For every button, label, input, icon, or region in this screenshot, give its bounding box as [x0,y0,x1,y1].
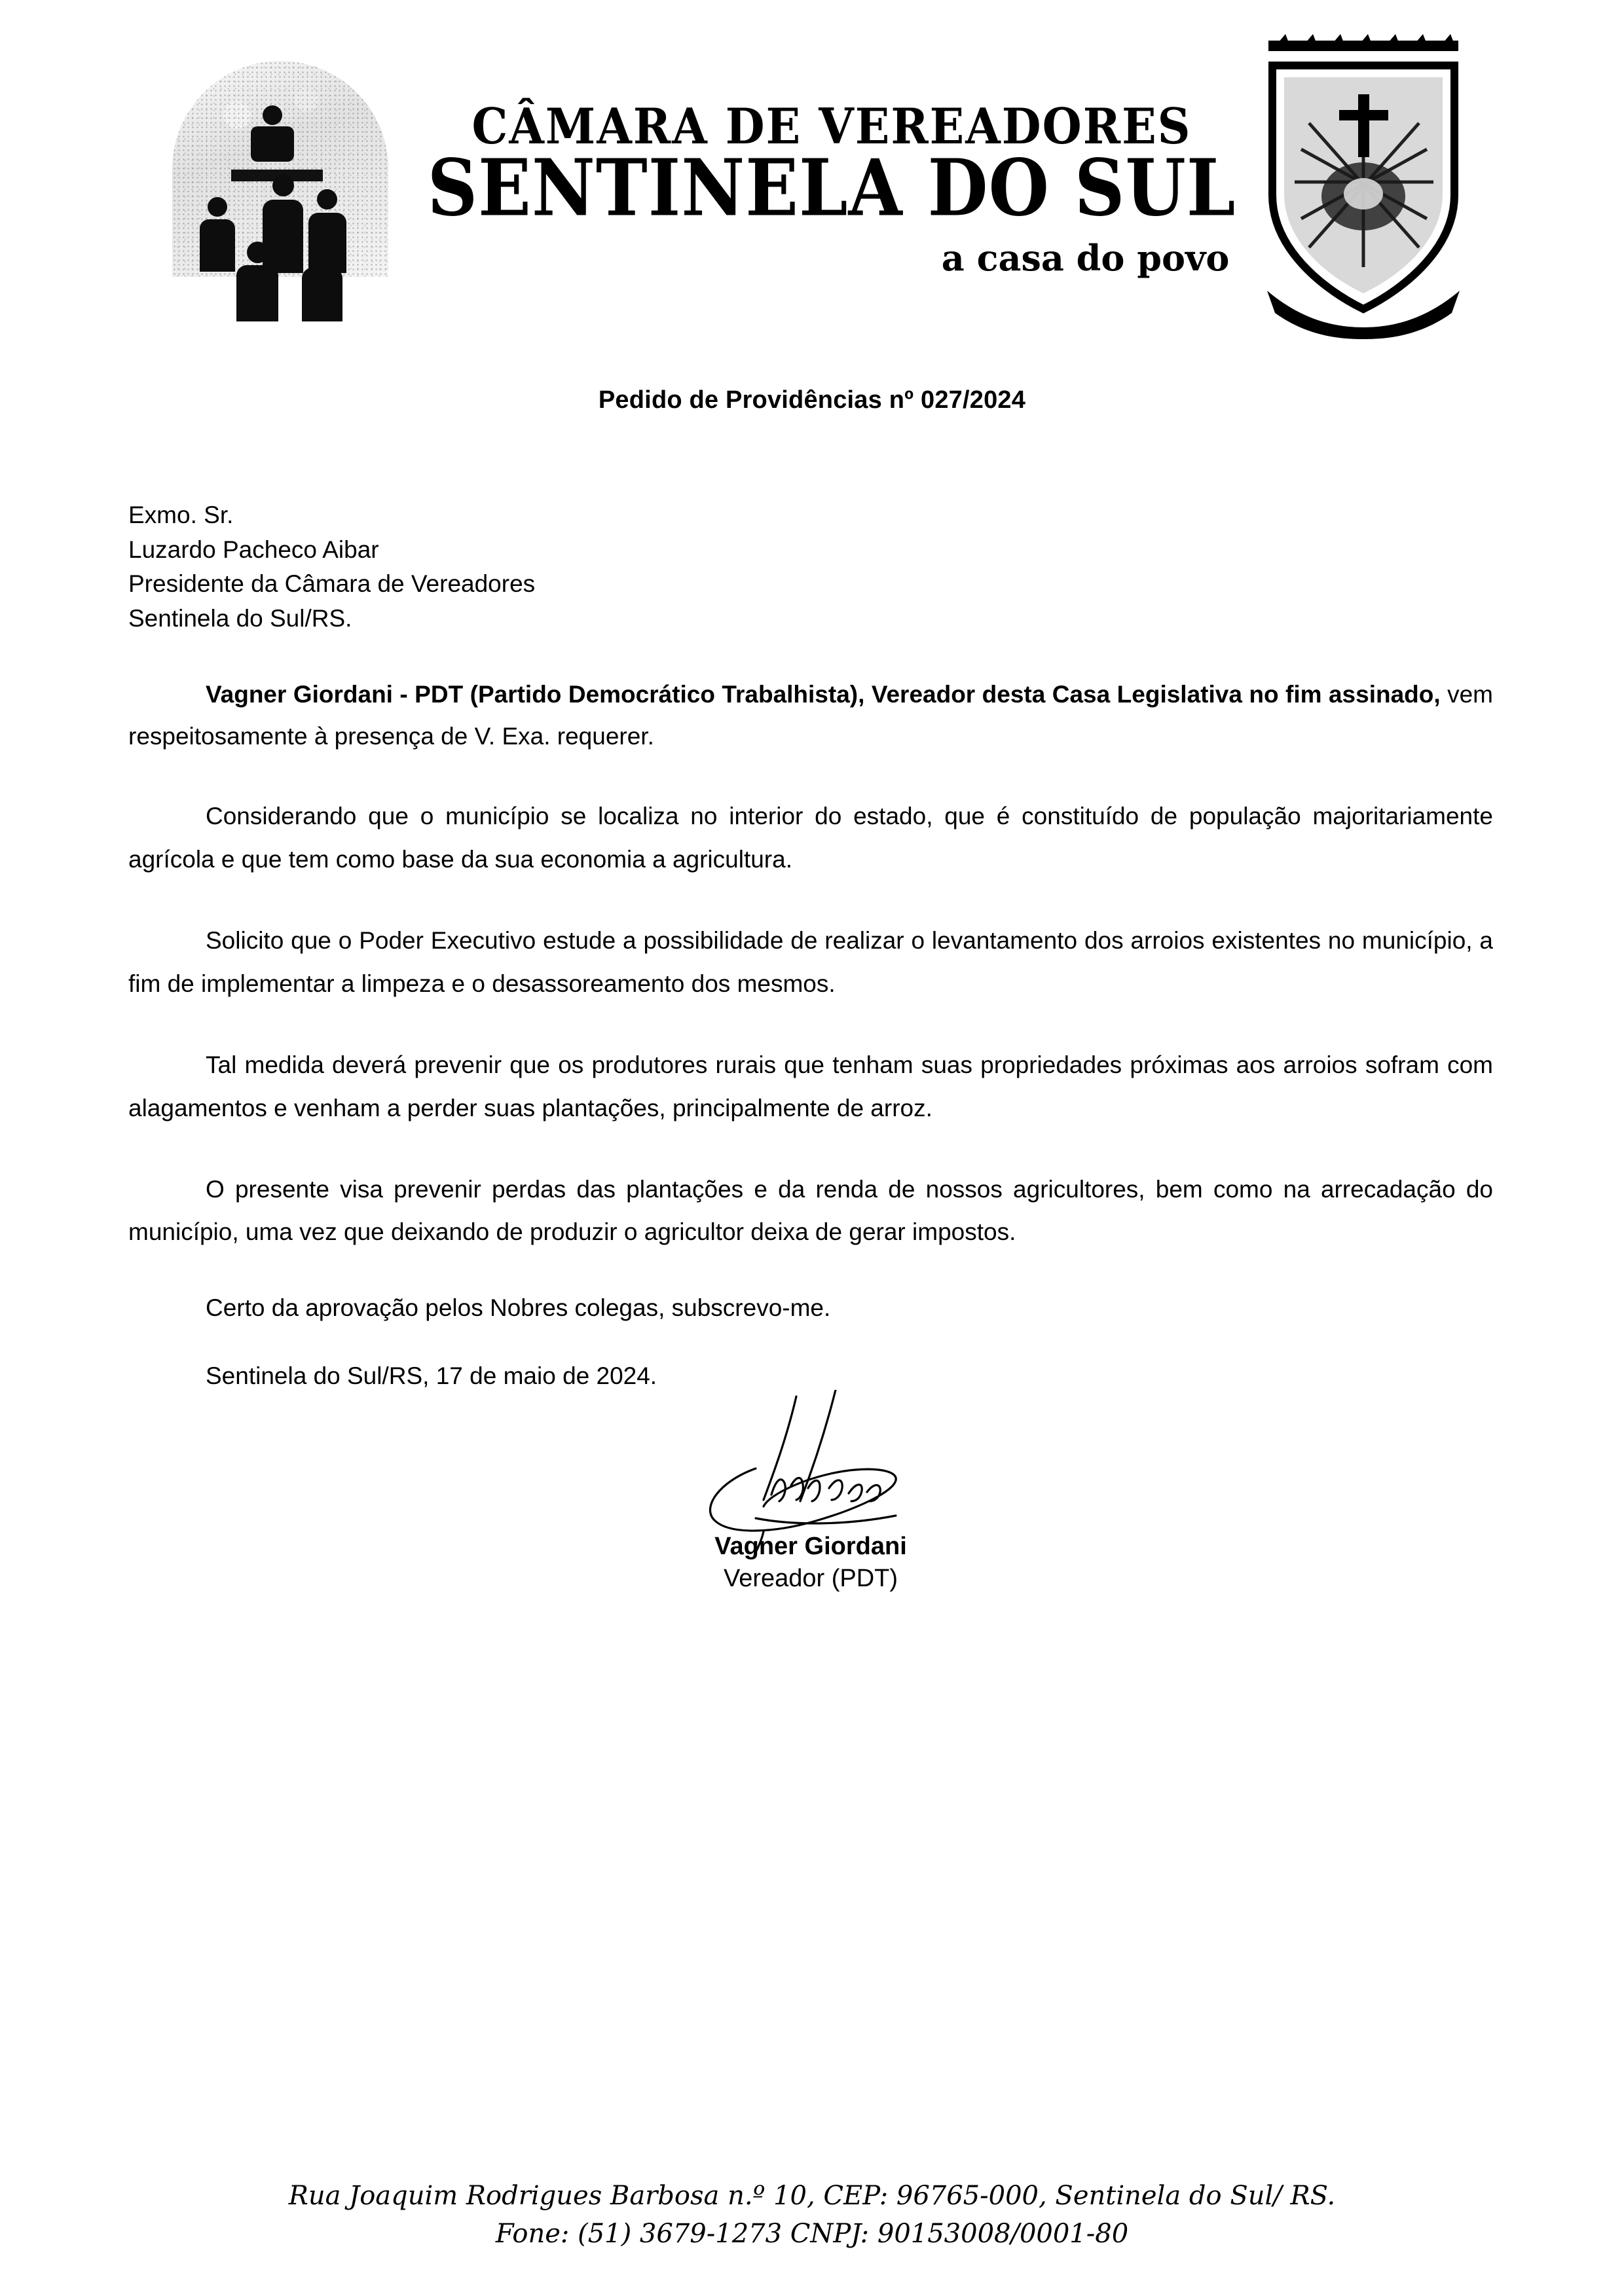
paragraph-1: Considerando que o município se localiza no interior do estado, que é constituído de população majoritariamente agrícola e que tem como base da sua economia a agricultura. [128,803,1493,873]
letterhead-tagline: a casa do povo [941,236,1230,279]
footer-address: Rua Joaquim Rodrigues Barbosa n.º 10, CEP: 96765-000, Sentinela do Sul/ RS. [288,2181,1336,2211]
addressee-line-2: Luzardo Pacheco Aibar [128,536,379,563]
signature-name: Vagner Giordani [714,1533,907,1561]
addressee-line-3: Presidente da Câmara de Vereadores [128,570,536,598]
paragraph-4: O presente visa prevenir perdas das plantações e da renda de nossos agricultores, bem como na arrecadação do município, uma vez que deixando de produzir o agricultor deixa de gerar impostos. [128,1175,1493,1246]
footer-contact: Fone: (51) 3679-1273 CNPJ: 90153008/0001-80 [495,2219,1129,2249]
document-title: Pedido de Providências nº 027/2024 [598,386,1026,414]
letterhead [0,0,1624,367]
signature-block [128,1429,1493,1593]
addressee-line-1: Exmo. Sr. [128,501,234,528]
paragraph-2: Solicito que o Poder Executivo estude a possibilidade de realizar o levantamento dos arroios existentes no município, a fim de implementar a limpeza e o desassoreamento dos mesmos. [128,927,1493,997]
coat-of-arms-icon [1255,31,1471,339]
people-silhouette-emblem-icon [153,48,408,323]
intro-bold-text: Vagner Giordani - PDT (Partido Democrático Trabalhista), Vereador desta Casa Legislativa no fim assinado, [206,681,1441,708]
letterhead-line-2: SENTINELA DO SUL [427,141,1236,234]
letterhead-titles [428,92,1236,279]
intro-paragraph [128,674,1493,757]
signature-role: Vereador (PDT) [723,1565,898,1593]
paragraph-3: Tal medida deverá prevenir que os produtores rurais que tenham suas propriedades próximas aos arroios sofram com alagamentos e venham a perder suas plantações, principalmente de arroz. [128,1051,1493,1121]
footer [0,2177,1624,2253]
place-and-date: Sentinela do Sul/RS, 17 de maio de 2024. [206,1362,657,1390]
intro-rest-text: vem respeitosamente à presença de V. Exa. requerer. [128,681,1493,750]
closing-line: Certo da aprovação pelos Nobres colegas, subscrevo-me. [206,1294,831,1322]
addressee-line-4: Sentinela do Sul/RS. [128,604,352,632]
addressee-block [128,498,1493,636]
letterhead-line-1: CÂMARA DE VEREADORES [471,98,1192,156]
document-body [0,498,1624,1593]
